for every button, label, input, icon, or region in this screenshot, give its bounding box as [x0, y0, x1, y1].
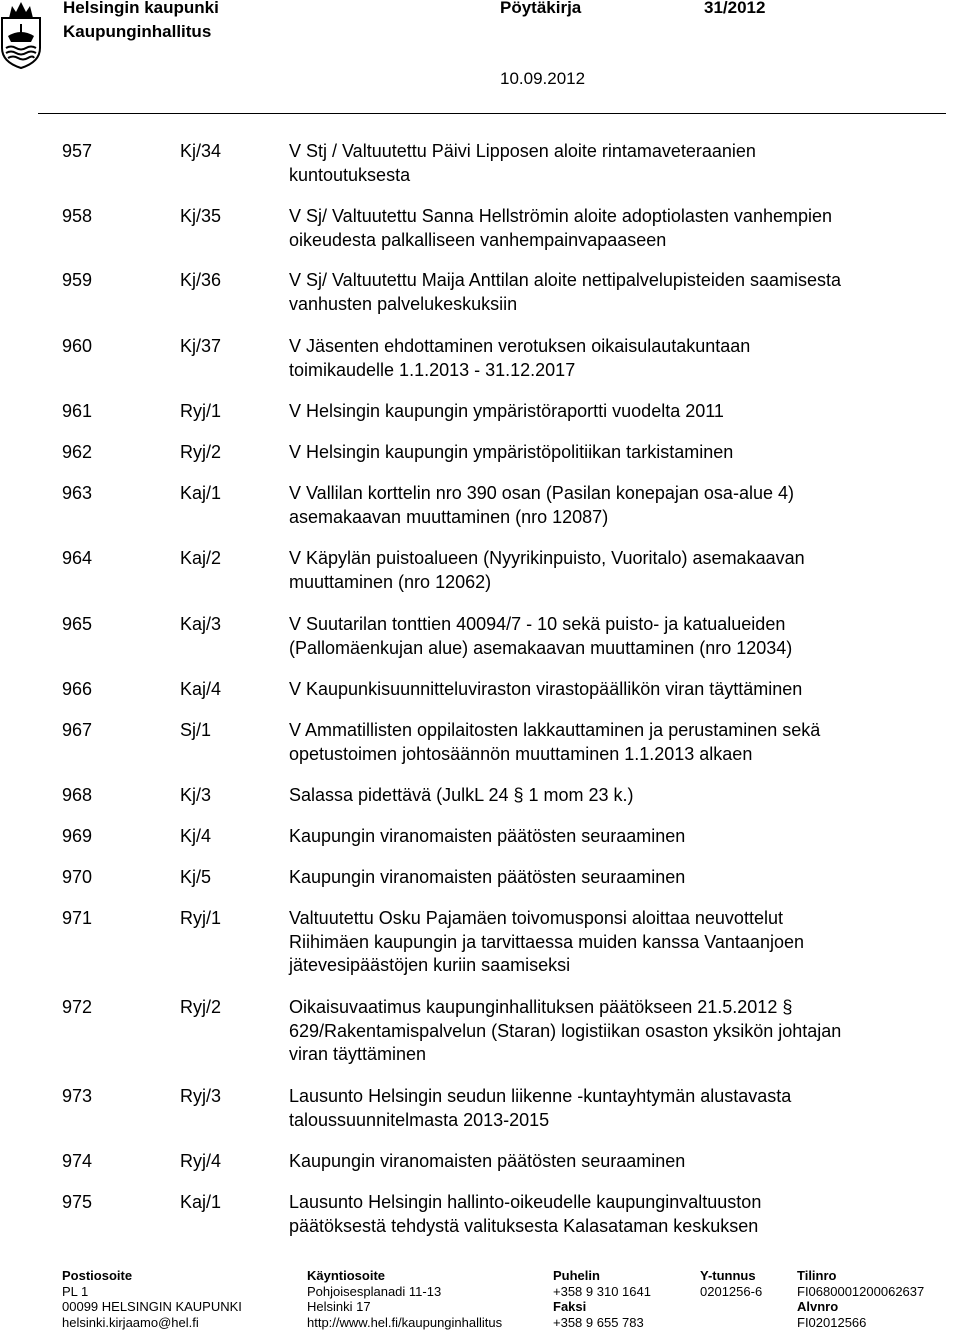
- item-title-line: jätevesipäästöjen kuriin saamiseksi: [289, 955, 571, 975]
- footer-label: Postiosoite: [62, 1268, 133, 1283]
- item-number: 963: [62, 483, 93, 503]
- item-title-line: Kaupungin viranomaisten päätösten seuraaminen: [289, 826, 686, 846]
- item-title: [289, 269, 929, 316]
- item-title: [289, 613, 929, 660]
- item-code: Kaj/2: [180, 548, 222, 568]
- item-title: [289, 825, 929, 849]
- item-title-line: Valtuutettu Osku Pajamäen toivomusponsi aloittaa neuvottelut: [289, 908, 783, 928]
- item-title-line: taloussuunnitelmasta 2013-2015: [289, 1109, 550, 1130]
- item-code: Ryj/4: [180, 1151, 222, 1171]
- footer-label: Faksi: [553, 1299, 587, 1314]
- item-code: Ryj/2: [180, 442, 222, 462]
- item-title-line: oikeudesta palkalliseen vanhempainvapaaseen: [289, 229, 667, 250]
- item-title: [289, 140, 929, 187]
- item-number: 974: [62, 1151, 93, 1171]
- footer-label: Puhelin: [553, 1268, 600, 1283]
- item-title-line: 629/Rakentamispalvelun (Staran) logistiikan osaston yksikön johtajan: [289, 1020, 842, 1041]
- footer-text: +358 9 655 783: [553, 1314, 644, 1330]
- item-title-line: vanhusten palvelukeskuksiin: [289, 293, 518, 314]
- footer-text: 00099 HELSINGIN KAUPUNKI: [62, 1299, 242, 1314]
- item-title-line: Lausunto Helsingin seudun liikenne -kuntayhtymän alustavasta: [289, 1086, 792, 1106]
- item-title-line: Salassa pidettävä (JulkL 24 § 1 mom 23 k.): [289, 785, 634, 805]
- item-code: Kj/4: [180, 826, 212, 846]
- item-code: Kj/5: [180, 867, 212, 887]
- item-title: [289, 1085, 929, 1132]
- footer-text: Pohjoisesplanadi 11-13: [307, 1283, 442, 1299]
- footer-label: Käyntiosoite: [307, 1268, 386, 1283]
- item-title-line: V Helsingin kaupungin ympäristöraportti vuodelta 2011: [289, 401, 724, 421]
- item-title: [289, 205, 929, 252]
- item-title: [289, 1150, 929, 1174]
- item-number: 971: [62, 908, 93, 928]
- meeting-date: 10.09.2012: [500, 69, 586, 88]
- footer-text: FI0680001200062637: [797, 1283, 925, 1299]
- footer-bank: [797, 1268, 924, 1330]
- board-name: Kaupunginhallitus: [63, 22, 212, 41]
- item-title: [289, 719, 929, 766]
- item-code: Kaj/1: [180, 1192, 222, 1212]
- item-title: [289, 1191, 929, 1238]
- item-title-line: V Kaupunkisuunnitteluviraston virastopäällikön viran täyttäminen: [289, 679, 803, 699]
- item-title-line: Riihimäen kaupungin ja tarvittaessa muiden kanssa Vantaanjoen: [289, 931, 804, 952]
- item-title-line: päätöksestä tehdystä valituksesta Kalasataman keskuksen: [289, 1215, 759, 1236]
- item-number: 966: [62, 679, 93, 699]
- item-number: 962: [62, 442, 93, 462]
- item-title: [289, 482, 929, 529]
- item-title-line: Oikaisuvaatimus kaupunginhallituksen päätökseen 21.5.2012 §: [289, 997, 793, 1017]
- item-title: [289, 335, 929, 382]
- footer-postal-address: [62, 1268, 242, 1330]
- item-code: Kj/35: [180, 206, 222, 226]
- item-title: [289, 400, 929, 424]
- city-name: Helsingin kaupunki: [63, 0, 219, 17]
- item-title-line: Kaupungin viranomaisten päätösten seuraaminen: [289, 867, 686, 887]
- footer-label: Y-tunnus: [700, 1268, 756, 1283]
- item-number: 975: [62, 1192, 93, 1212]
- item-title: [289, 441, 929, 465]
- item-title: [289, 996, 929, 1067]
- footer-email-link[interactable]: helsinki.kirjaamo@hel.fi: [62, 1314, 199, 1330]
- item-title-line: V Sj/ Valtuutettu Sanna Hellströmin aloite adoptiolasten vanhempien: [289, 206, 832, 226]
- item-code: Kaj/3: [180, 614, 222, 634]
- item-code: Kj/3: [180, 785, 212, 805]
- item-title-line: toimikaudelle 1.1.2013 - 31.12.2017: [289, 359, 576, 380]
- item-title: [289, 907, 929, 978]
- footer-business-id: [700, 1268, 762, 1299]
- item-number: 964: [62, 548, 93, 568]
- item-title: [289, 547, 929, 594]
- item-title-line: Lausunto Helsingin hallinto-oikeudelle kaupunginvaltuuston: [289, 1192, 762, 1212]
- item-title-line: kuntoutuksesta: [289, 164, 411, 185]
- item-code: Ryj/3: [180, 1086, 222, 1106]
- item-number: 970: [62, 867, 93, 887]
- footer-text: PL 1: [62, 1283, 89, 1299]
- item-title-line: viran täyttäminen: [289, 1044, 427, 1064]
- item-number: 967: [62, 720, 93, 740]
- item-code: Ryj/2: [180, 997, 222, 1017]
- item-title: [289, 866, 929, 890]
- item-code: Ryj/1: [180, 401, 222, 421]
- item-number: 957: [62, 141, 93, 161]
- footer-label: Alvnro: [797, 1299, 839, 1314]
- item-number: 969: [62, 826, 93, 846]
- item-number: 961: [62, 401, 93, 421]
- footer-text: 0201256-6: [700, 1283, 763, 1299]
- footer-phone: [553, 1268, 651, 1330]
- item-title-line: V Helsingin kaupungin ympäristöpolitiikan tarkistaminen: [289, 442, 734, 462]
- item-title-line: V Käpylän puistoalueen (Nyyrikinpuisto, Vuoritalo) asemakaavan: [289, 548, 805, 568]
- item-title-line: V Stj / Valtuutettu Päivi Lipposen aloite rintamaveteraanien: [289, 141, 756, 161]
- item-title-line: V Vallilan korttelin nro 390 osan (Pasilan konepajan osa-alue 4): [289, 483, 794, 503]
- item-title: [289, 678, 929, 702]
- item-title-line: V Ammatillisten oppilaitosten lakkauttaminen ja perustaminen sekä: [289, 720, 821, 740]
- item-number: 973: [62, 1086, 93, 1106]
- item-number: 968: [62, 785, 93, 805]
- item-title-line: muuttaminen (nro 12062): [289, 571, 492, 592]
- footer-text: Helsinki 17: [307, 1299, 371, 1314]
- footer-website-link[interactable]: http://www.hel.fi/kaupunginhallitus: [307, 1314, 503, 1330]
- item-title-line: (Pallomäenkujan alue) asemakaavan muuttaminen (nro 12034): [289, 637, 793, 658]
- document-type: Pöytäkirja: [500, 0, 582, 17]
- footer-text: FI02012566: [797, 1314, 867, 1330]
- item-code: Kj/36: [180, 270, 222, 290]
- item-title-line: asemakaavan muuttaminen (nro 12087): [289, 506, 609, 527]
- item-number: 960: [62, 336, 93, 356]
- item-title-line: V Jäsenten ehdottaminen verotuksen oikaisulautakuntaan: [289, 336, 751, 356]
- item-title: [289, 784, 929, 808]
- item-code: Sj/1: [180, 720, 212, 740]
- item-title-line: Kaupungin viranomaisten päätösten seuraaminen: [289, 1151, 686, 1171]
- item-code: Kj/37: [180, 336, 222, 356]
- item-number: 958: [62, 206, 93, 226]
- footer-visiting-address: [307, 1268, 502, 1330]
- item-number: 972: [62, 997, 93, 1017]
- item-title-line: V Sj/ Valtuutettu Maija Anttilan aloite nettipalvelupisteiden saamisesta: [289, 270, 841, 290]
- item-title-line: opetustoimen johtosäännön muuttaminen 1.1.2013 alkaen: [289, 743, 753, 764]
- item-number: 965: [62, 614, 93, 634]
- item-title-line: V Suutarilan tonttien 40094/7 - 10 sekä puisto- ja katualueiden: [289, 614, 786, 634]
- item-code: Ryj/1: [180, 908, 222, 928]
- footer-text: +358 9 310 1641: [553, 1283, 651, 1299]
- document-number: 31/2012: [704, 0, 766, 17]
- item-number: 959: [62, 270, 93, 290]
- footer-label: Tilinro: [797, 1268, 837, 1283]
- item-code: Kaj/4: [180, 679, 222, 699]
- item-code: Kj/34: [180, 141, 222, 161]
- item-code: Kaj/1: [180, 483, 222, 503]
